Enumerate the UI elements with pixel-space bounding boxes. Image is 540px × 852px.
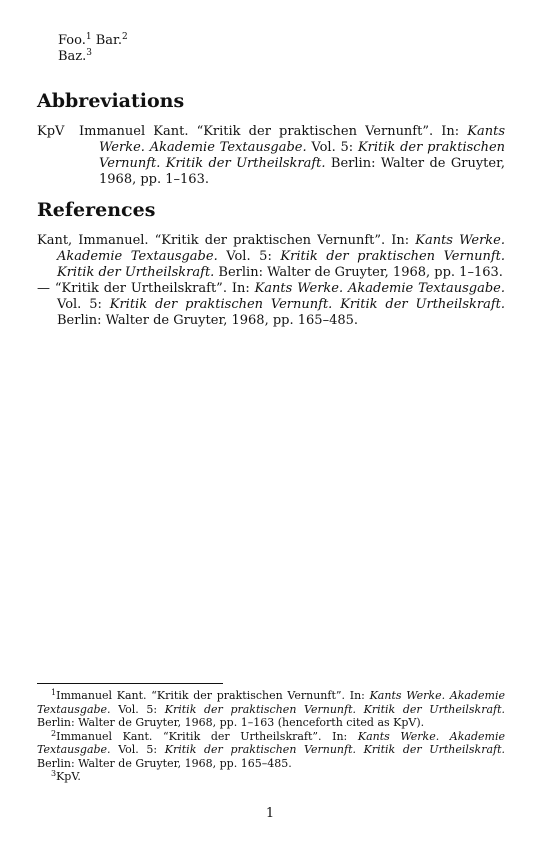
abbreviation-text bbox=[79, 124, 505, 188]
reference-entry bbox=[37, 233, 505, 281]
footnote-3 bbox=[37, 770, 505, 784]
footnote-text-italic: Kants Werke. Akademie Textausgabe. bbox=[37, 729, 505, 756]
footnote-1 bbox=[37, 689, 505, 730]
footnote-text-italic: Kritik der praktischen Vernunft. Kritik der Urtheilskraft. bbox=[164, 702, 505, 716]
footnotes bbox=[37, 689, 505, 784]
footnote-text-part: Immanuel Kant. “Kritik der praktischen Vernunft”. In: bbox=[56, 689, 370, 702]
body-baz: Baz. bbox=[58, 49, 87, 64]
footnote-mark-2[interactable]: 2 bbox=[121, 32, 128, 42]
page-number: 1 bbox=[265, 806, 275, 821]
footnote-text-part: KpV. bbox=[56, 770, 81, 783]
abbr-text-italic: Kants Werke. Akademie Textausgabe. bbox=[99, 124, 505, 155]
footnote-rule bbox=[37, 683, 223, 684]
body-bar: Bar. bbox=[95, 33, 122, 48]
footnote-number: 2 bbox=[51, 728, 57, 738]
body-text bbox=[58, 33, 128, 65]
body-foo: Foo. bbox=[58, 33, 86, 48]
footnote-text-part: Vol. 5: bbox=[110, 743, 165, 756]
ref-text-part: Kant, Immanuel. “Kritik der praktischen Vernunft”. In: bbox=[37, 233, 416, 248]
ref-text-part: Berlin: Walter de Gruyter, 1968, pp. 1–163. bbox=[214, 265, 503, 280]
ref-text-italic: Kants Werke. Akademie Textausgabe. bbox=[57, 233, 505, 264]
abbr-text-part: Berlin: Walter de Gruyter, 1968, pp. 1–163. bbox=[99, 156, 505, 187]
body-line-1 bbox=[58, 33, 128, 49]
ref-text-italic: Kritik der praktischen Vernunft. Kritik der Urtheilskraft. bbox=[109, 297, 505, 312]
footnote-mark-1[interactable]: 1 bbox=[85, 32, 92, 42]
footnote-2 bbox=[37, 730, 505, 771]
abbr-text-italic: Kritik der praktischen Vernunft. Kritik der Urtheilskraft. bbox=[99, 140, 506, 171]
abbreviation-key: KpV bbox=[37, 124, 65, 139]
footnote-text-part: Vol. 5: bbox=[110, 702, 165, 716]
references-list bbox=[37, 233, 505, 329]
footnote-text-italic: Kants Werke. Akademie Textausgabe. bbox=[37, 689, 505, 716]
ref-text-part: — “Kritik der Urtheilskraft”. In: bbox=[37, 281, 255, 296]
footnote-mark-3[interactable]: 3 bbox=[86, 48, 93, 58]
references-heading: References bbox=[37, 199, 156, 221]
ref-text-part: Berlin: Walter de Gruyter, 1968, pp. 165–485. bbox=[57, 313, 359, 328]
ref-text-italic: Kants Werke. Akademie Textausgabe. bbox=[254, 281, 505, 296]
body-line-2 bbox=[58, 49, 128, 65]
footnote-text-part: Berlin: Walter de Gruyter, 1968, pp. 165–485. bbox=[37, 756, 292, 770]
abbreviation-entry-kpv bbox=[37, 124, 505, 188]
abbr-text-part: Immanuel Kant. “Kritik der praktischen Vernunft”. In: bbox=[79, 124, 468, 139]
reference-entry bbox=[37, 281, 505, 329]
ref-text-part: Vol. 5: bbox=[217, 249, 281, 264]
ref-text-part: Vol. 5: bbox=[57, 297, 110, 312]
abbreviations-heading: Abbreviations bbox=[37, 90, 185, 112]
footnote-text-part: Immanuel Kant. “Kritik der Urtheilskraft”. In: bbox=[56, 729, 358, 743]
footnote-number: 1 bbox=[51, 688, 57, 697]
footnote-text-italic: Kritik der praktischen Vernunft. Kritik der Urtheilskraft. bbox=[164, 743, 505, 756]
abbr-text-part: Vol. 5: bbox=[306, 140, 358, 155]
ref-text-italic: Kritik der praktischen Vernunft. Kritik der Urtheilskraft. bbox=[57, 249, 505, 280]
footnote-number: 3 bbox=[51, 769, 57, 778]
footnote-text-part: Berlin: Walter de Gruyter, 1968, pp. 1–163 (henceforth cited as KpV). bbox=[37, 716, 425, 729]
